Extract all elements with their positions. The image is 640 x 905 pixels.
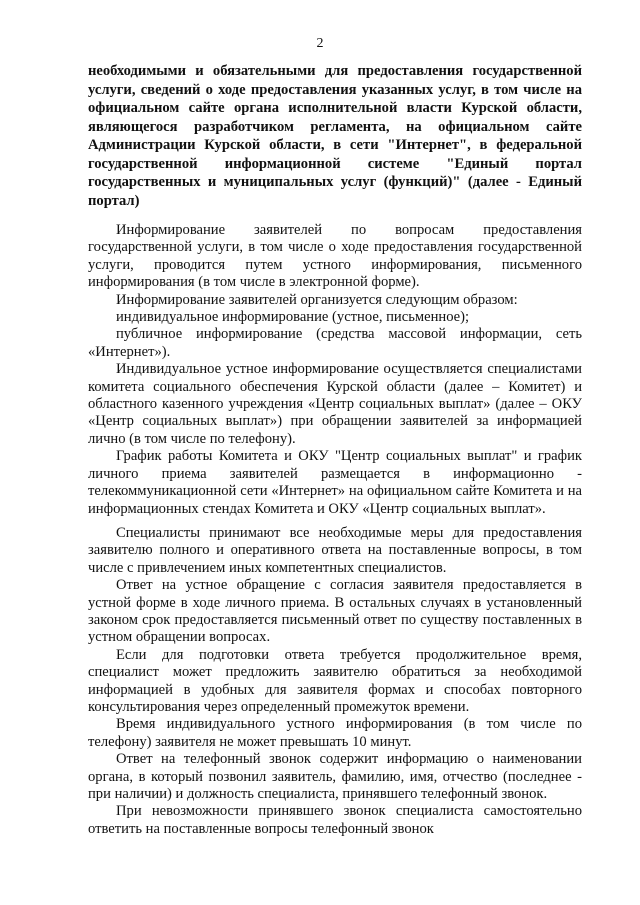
paragraph-phone-answer: Ответ на телефонный звонок содержит информацию о наименовании органа, в который позвонил заявитель, фамилию, имя, отчество (последнее - при наличии) и должность специалиста, принявшего телефонный звонок. <box>88 751 582 802</box>
paragraph-time-limit: Время индивидуального устного информирования (в том числе по телефону) заявителя не может превышать 10 минут. <box>88 716 582 750</box>
paragraph-public: публичное информирование (средства массовой информации, сеть «Интернет»). <box>88 326 582 360</box>
paragraph-organization: Информирование заявителей организуется следующим образом: <box>116 291 518 308</box>
paragraph-oral-informing: Индивидуальное устное информирование осуществляется специалистами комитета социального обеспечения Курской области (далее – Комитет) и областного казенного учреждения «Центр социальных выплат» (далее – ОКУ «Центр социальных выплат») при обращении заявителей за информацией лично (в том числе по телефону). <box>88 361 582 447</box>
document-body <box>88 222 582 838</box>
section-heading: необходимыми и обязательными для предоставления государственной услуги, сведений о ходе предоставления указанных услуг, в том числе на официальном сайте органа исполнительной власти Курской области, являющегося разработчиком регламента, на официальном сайте Администрации Курской области, в сети "Интернет", в федеральной государственной информационной системе "Единый портал государственных и муниципальных услуг (функций)" (далее - Единый портал) <box>88 63 582 209</box>
paragraph-individual: индивидуальное информирование (устное, письменное); <box>116 309 470 326</box>
paragraph-oral-answer: Ответ на устное обращение с согласия заявителя предоставляется в устной форме в ходе личного приема. В остальных случаях в установленный законом срок предоставляется письменный ответ по существу поставленных в устном обращении вопросах. <box>88 577 582 646</box>
page-number: 2 <box>316 36 324 51</box>
paragraph-long-preparation: Если для подготовки ответа требуется продолжительное время, специалист может предложить заявителю обратиться за необходимой информацией в удобных для заявителя формах и способах повторного консультирования через определенный промежуток времени. <box>88 646 582 715</box>
paragraph-schedule: График работы Комитета и ОКУ "Центр социальных выплат" и график личного приема заявителей размещается в информационно - телекоммуникационной сети «Интернет» на официальном сайте Комитета и на информационных стендах Комитета и ОКУ «Центр социальных выплат». <box>88 448 582 517</box>
paragraph-informing-overview: Информирование заявителей по вопросам предоставления государственной услуги, в том числе о ходе предоставления государственной услуги, проводится путем устного информирования, письменного информирования (в том числе в электронной форме). <box>88 222 582 291</box>
paragraph-phone-redirect: При невозможности принявшего звонок специалиста самостоятельно ответить на поставленные вопросы телефонный звонок <box>88 803 582 837</box>
paragraph-specialists: Специалисты принимают все необходимые меры для предоставления заявителю полного и оперативного ответа на поставленные вопросы, в том числе с привлечением иных компетентных специалистов. <box>88 524 582 576</box>
